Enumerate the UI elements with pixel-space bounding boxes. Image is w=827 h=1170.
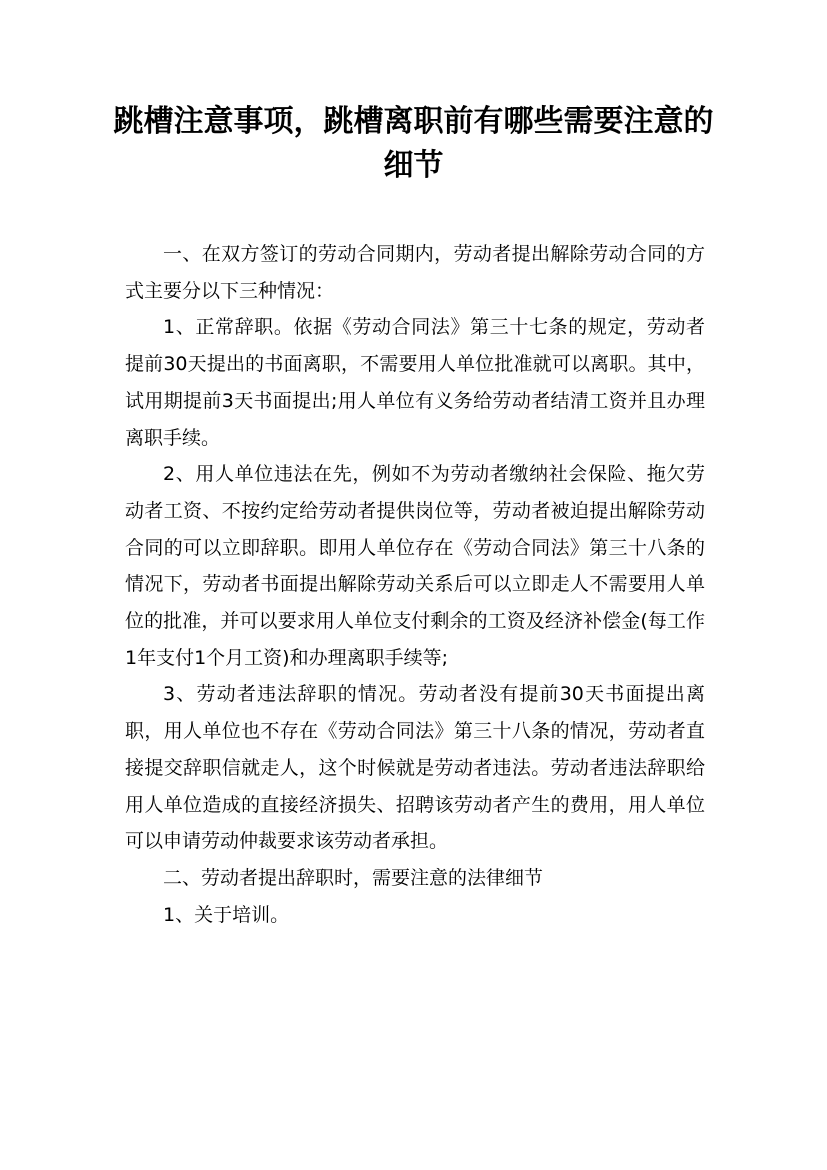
document-title: 跳槽注意事项，跳槽离职前有哪些需要注意的细节 [113,104,714,183]
paragraph-training: 1、关于培训。 [163,903,290,926]
paragraph-illegal-resignation: 3、劳动者违法辞职的情况。劳动者没有提前30天书面提出离职，用人单位也不存在《劳动合同法》第三十八条的情况，劳动者直接提交辞职信就走人，这个时候就是劳动者违法。劳动者违法辞职给用人单位造成的直接经济损失、招聘该劳动者产生的费用，用人单位可以申请劳动仲裁要求该劳动者承担。 [125,683,705,853]
paragraph-intro: 一、在双方签订的劳动合同期内，劳动者提出解除劳动合同的方式主要分以下三种情况： [125,243,705,302]
paragraph-normal-resignation: 1、正常辞职。依据《劳动合同法》第三十七条的规定，劳动者提前30天提出的书面离职，不需要用人单位批准就可以离职。其中，试用期提前3天书面提出;用人单位有义务给劳动者结清工资并且办理离职手续。 [125,316,705,449]
document-body [125,236,705,933]
section-heading-legal-details: 二、劳动者提出辞职时，需要注意的法律细节 [163,866,544,889]
paragraph-employer-violation: 2、用人单位违法在先，例如不为劳动者缴纳社会保险、拖欠劳动者工资、不按约定给劳动者提供岗位等，劳动者被迫提出解除劳动合同的可以立即辞职。即用人单位存在《劳动合同法》第三十八条的情况下，劳动者书面提出解除劳动关系后可以立即走人不需要用人单位的批准，并可以要求用人单位支付剩余的工资及经济补偿金(每工作1年支付1个月工资)和办理离职手续等; [125,463,705,669]
